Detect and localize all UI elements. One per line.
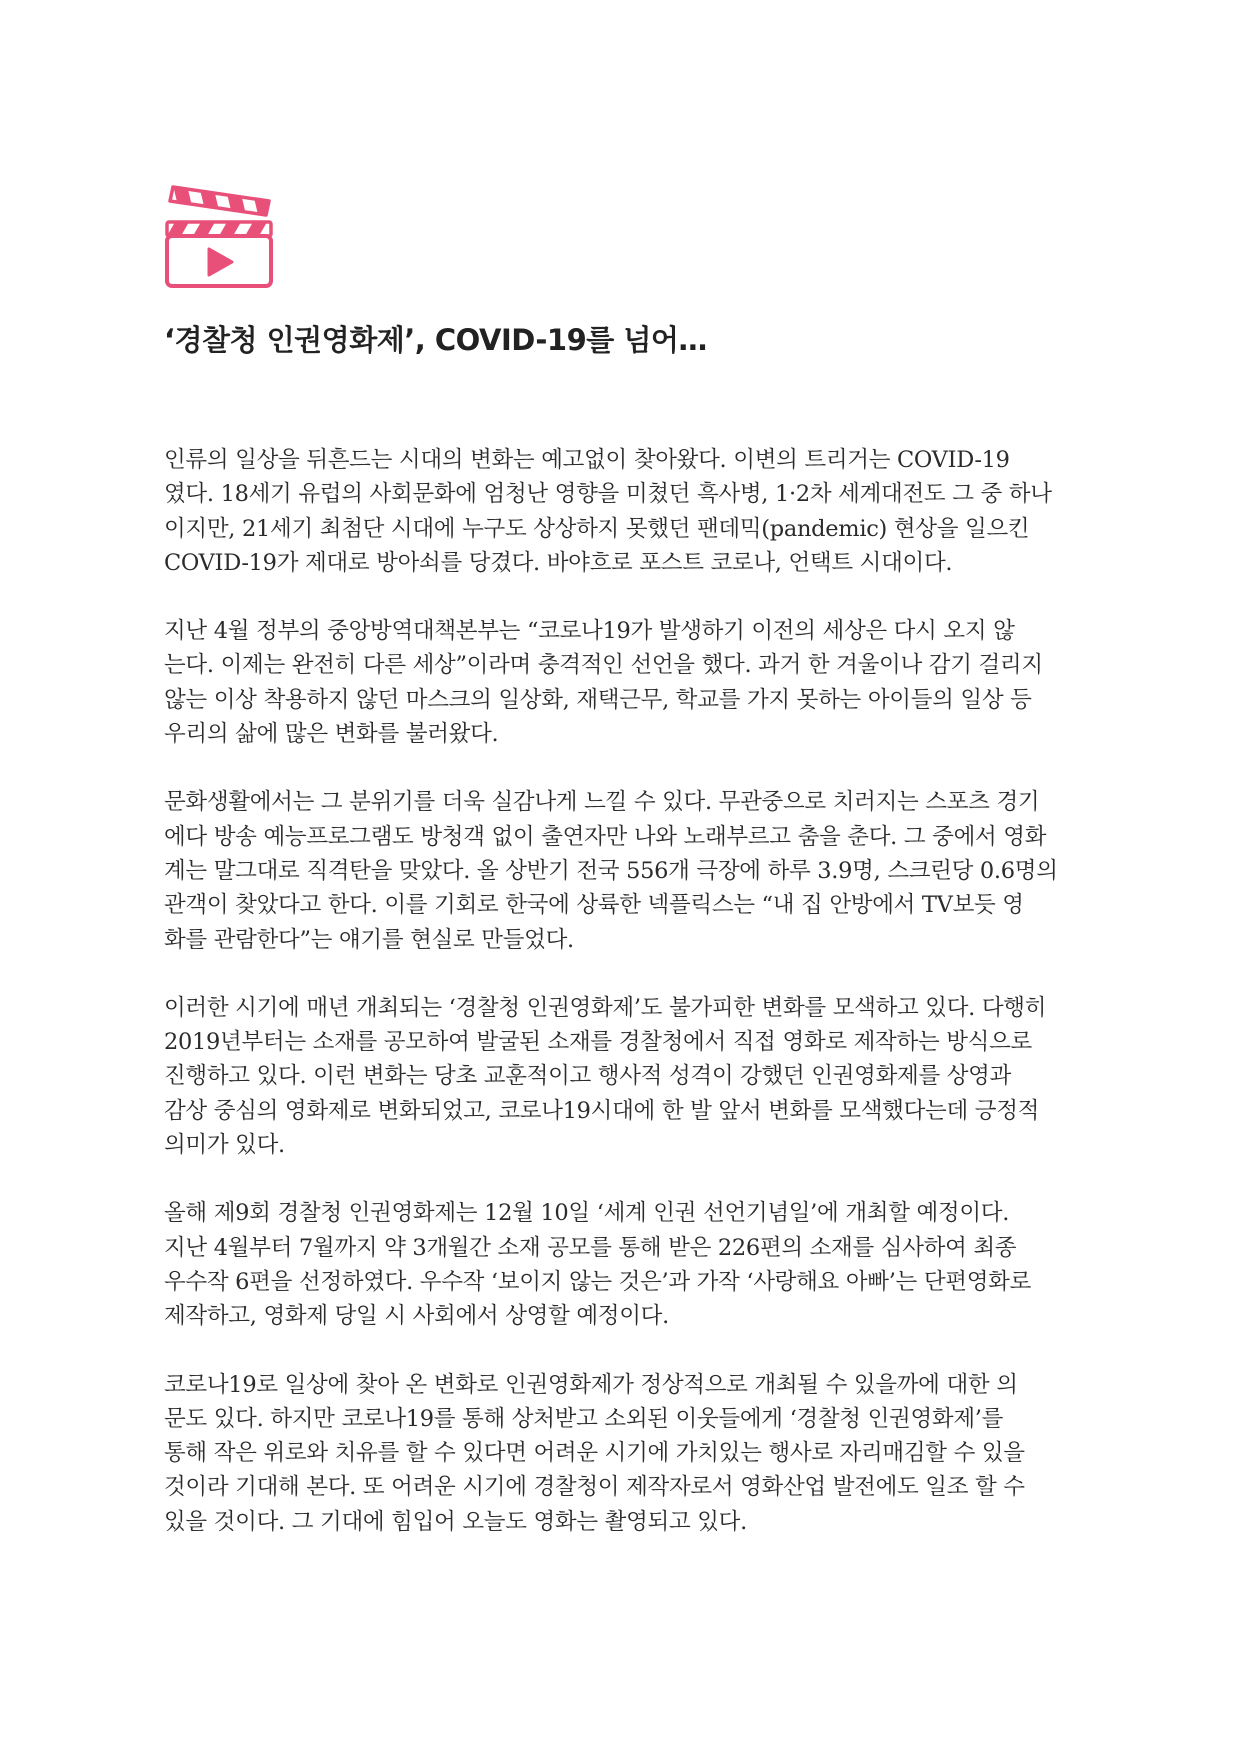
article-body (164, 443, 1076, 1539)
paragraph-line: 우수작 6편을 선정하였다. 우수작 ‘보이지 않는 것은’과 가작 ‘사랑해요 아빠’는 단편영화로 (164, 1268, 1032, 1295)
article-title: ‘경찰청 인권영화제’, COVID-19를 넘어… (164, 323, 707, 357)
paragraph-line: 감상 중심의 영화제로 변화되었고, 코로나19시대에 한 발 앞서 변화를 모색했다는데 긍정적 (164, 1097, 1040, 1124)
paragraph (164, 1196, 1076, 1333)
paragraph-line: 이지만, 21세기 최첨단 시대에 누구도 상상하지 못했던 팬데믹(pandemic) 현상을 일으킨 (164, 515, 1030, 542)
paragraph-line: 않는 이상 착용하지 않던 마스크의 일상화, 재택근무, 학교를 가지 못하는 아이들의 일상 등 (164, 686, 1032, 713)
paragraph-line: 문도 있다. 하지만 코로나19를 통해 상처받고 소외된 이웃들에게 ‘경찰청 인권영화제’를 (164, 1405, 1004, 1432)
paragraph-line: 계는 말그대로 직격탄을 맞았다. 올 상반기 전국 556개 극장에 하루 3.9명, 스크린당 0.6명의 (164, 857, 1058, 884)
paragraph (164, 443, 1076, 580)
paragraph-line: 2019년부터는 소재를 공모하여 발굴된 소재를 경찰청에서 직접 영화로 제작하는 방식으로 (164, 1029, 1032, 1056)
paragraph-line: 진행하고 있다. 이런 변화는 당초 교훈적이고 행사적 성격이 강했던 인권영화제를 상영과 (164, 1063, 1012, 1090)
paragraph-line: 제작하고, 영화제 당일 시 사회에서 상영할 예정이다. (164, 1303, 669, 1330)
paragraph-line: 의미가 있다. (164, 1132, 285, 1159)
paragraph-line: 관객이 찾았다고 한다. 이를 기회로 한국에 상륙한 넥플릭스는 “내 집 안방에서 TV보듯 영 (164, 892, 1024, 919)
paragraph-line: 올해 제9회 경찰청 인권영화제는 12월 10일 ‘세계 인권 선언기념일’에 개최할 예정이다. (164, 1200, 1010, 1227)
paragraph-line: 코로나19로 일상에 찾아 온 변화로 인권영화제가 정상적으로 개최될 수 있을까에 대한 의 (164, 1371, 1018, 1398)
paragraph-line: 화를 관람한다”는 얘기를 현실로 만들었다. (164, 926, 574, 953)
paragraph (164, 1368, 1076, 1539)
paragraph-line: 는다. 이제는 완전히 다른 세상”이라며 충격적인 선언을 했다. 과거 한 겨울이나 감기 걸리지 (164, 652, 1043, 679)
paragraph-line: 지난 4월 정부의 중앙방역대책본부는 “코로나19가 발생하기 이전의 세상은 다시 오지 않 (164, 618, 1015, 645)
paragraph (164, 614, 1076, 751)
paragraph-line: 지난 4월부터 7월까지 약 3개월간 소재 공모를 통해 받은 226편의 소재를 심사하여 최종 (164, 1234, 1017, 1261)
paragraph-line: 있을 것이다. 그 기대에 힘입어 오늘도 영화는 촬영되고 있다. (164, 1508, 747, 1535)
paragraph-line: 이러한 시기에 매년 개최되는 ‘경찰청 인권영화제’도 불가피한 변화를 모색하고 있다. 다행히 (164, 994, 1047, 1021)
paragraph-line: 우리의 삶에 많은 변화를 불러왔다. (164, 721, 499, 748)
clapperboard-play-icon (165, 185, 275, 290)
paragraph-line: 인류의 일상을 뒤흔드는 시대의 변화는 예고없이 찾아왔다. 이변의 트리거는 COVID-19 (164, 447, 1010, 473)
paragraph-line: 에다 방송 예능프로그램도 방청객 없이 출연자만 나와 노래부르고 춤을 춘다. 그 중에서 영화 (164, 823, 1047, 850)
paragraph-line: 였다. 18세기 유럽의 사회문화에 엄청난 영향을 미쳤던 흑사병, 1·2차 세계대전도 그 중 하나 (164, 481, 1052, 508)
paragraph-line: COVID-19가 제대로 방아쇠를 당겼다. 바야흐로 포스트 코로나, 언택트 시대이다. (164, 549, 953, 576)
paragraph-line: 통해 작은 위로와 치유를 할 수 있다면 어려운 시기에 가치있는 행사로 자리매김할 수 있을 (164, 1440, 1025, 1467)
paragraph (164, 991, 1076, 1162)
paragraph-line: 문화생활에서는 그 분위기를 더욱 실감나게 느낄 수 있다. 무관중으로 치러지는 스포츠 경기 (164, 789, 1040, 816)
paragraph-line: 것이라 기대해 본다. 또 어려운 시기에 경찰청이 제작자로서 영화산업 발전에도 일조 할 수 (164, 1474, 1025, 1501)
paragraph (164, 785, 1076, 956)
